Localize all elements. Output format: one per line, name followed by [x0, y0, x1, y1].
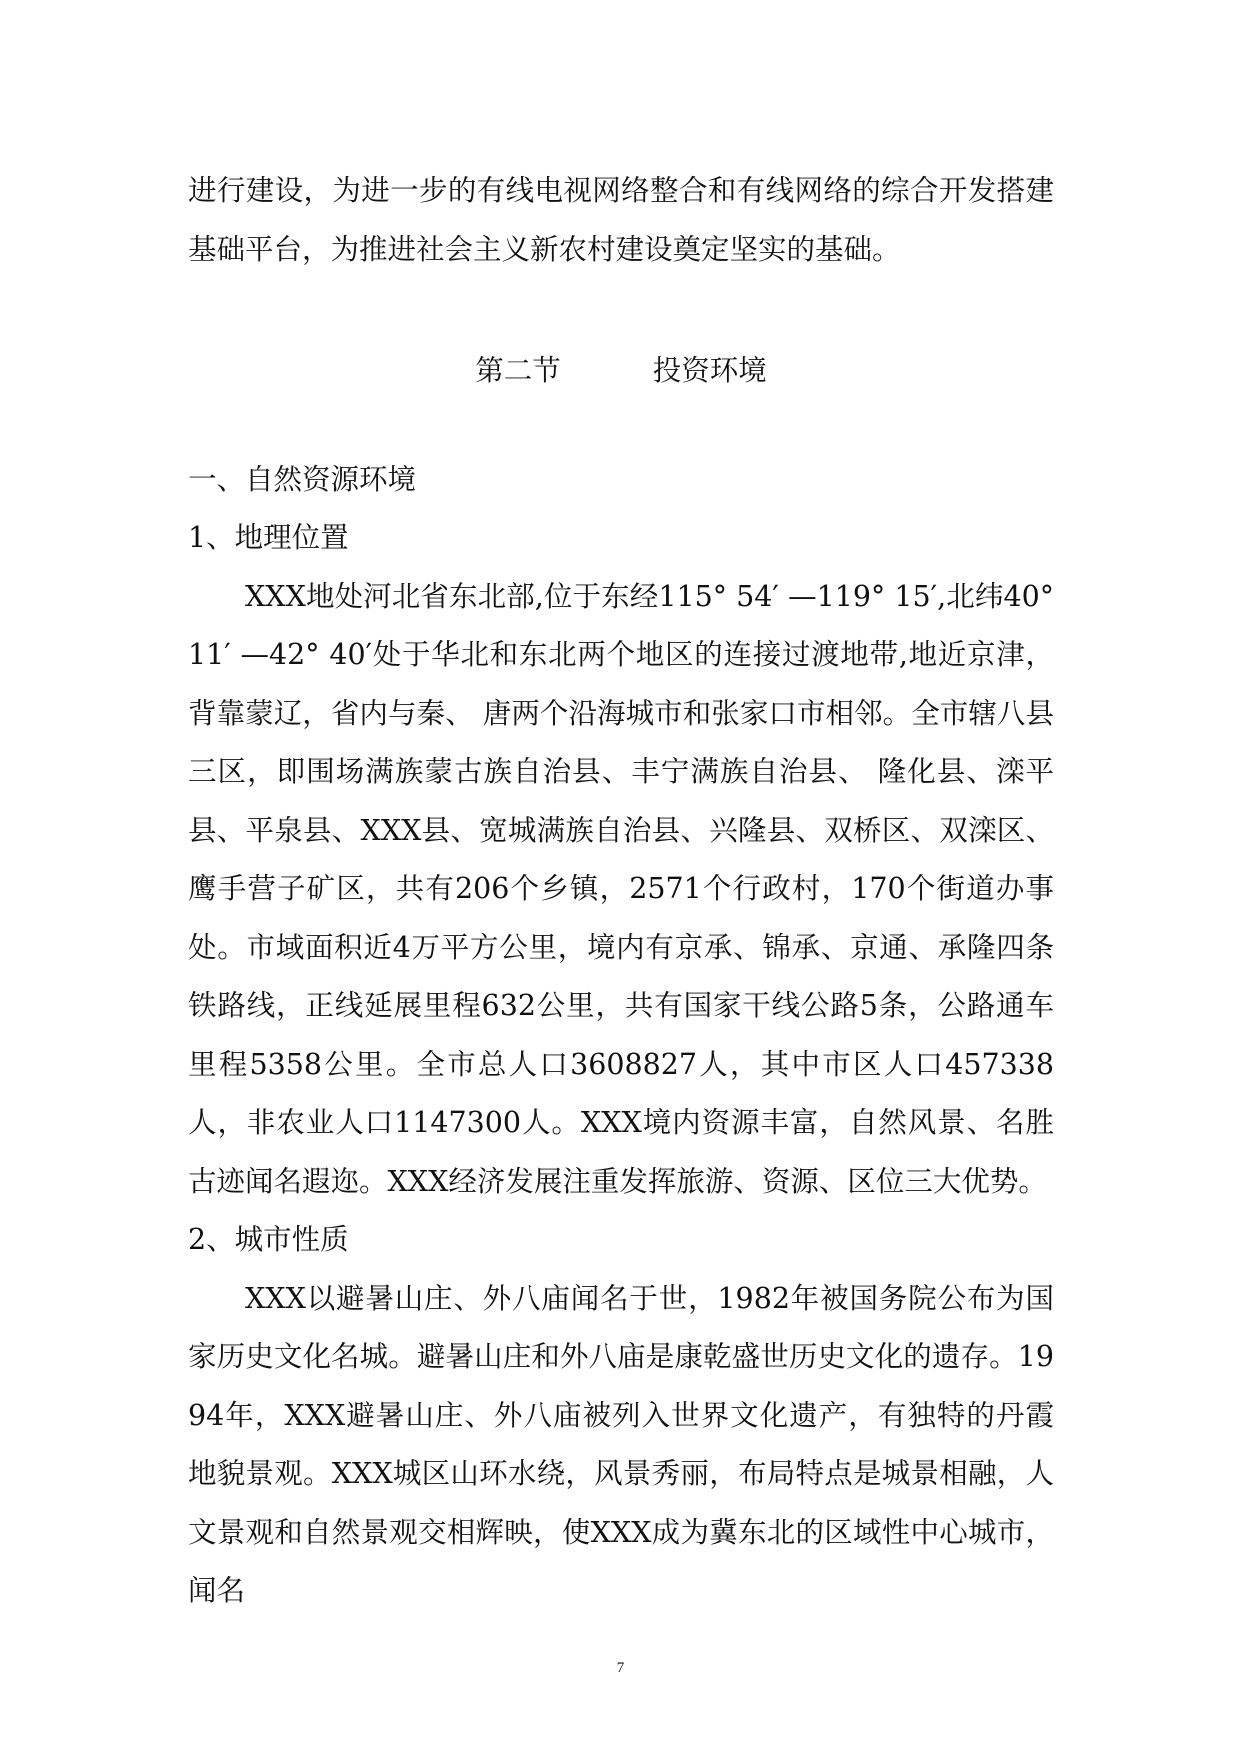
page-content	[188, 162, 1054, 1621]
subheading-geography: 1、地理位置	[188, 521, 349, 554]
section-title	[188, 342, 1054, 401]
subheading-city-nature: 2、城市性质	[188, 1223, 349, 1256]
paragraph-geography: XXX地处河北省东北部,位于东经115° 54′ —119° 15′,北纬40° 11′ —42° 40′处于华北和东北两个地区的连接过渡地带,地近京津，背靠蒙辽，省内与秦、 唐两个沿海城市和张家口市相邻。全市辖八县三区，即围场满族蒙古族自治县、丰宁满族自治县、 隆化县、滦平县、平泉县、XXX县、宽城满族自治县、兴隆县、双桥区、双滦区、 鹰手营子矿区，共有206个乡镇，2571个行政村，170个街道办事处。市域面积近4万平方公里，境内有京承、锦承、京通、承隆四条铁路线，正线延展里程632公里，共有国家干线公路5条，公路通车里程5358公里。全市总人口3608827人，其中市区人口457338人，非农业人口1147300人。XXX境内资源丰富，自然风景、名胜古迹闻名遐迩。XXX经济发展注重发挥旅游、资源、区位三大优势。	[188, 579, 1054, 1198]
page-number: 7	[616, 1660, 625, 1676]
section-number: 第二节	[475, 354, 561, 387]
paragraph-city-nature: XXX以避暑山庄、外八庙闻名于世，1982年被国务院公布为国家历史文化名城。避暑山庄和外八庙是康乾盛世历史文化的遗存。1994年，XXX避暑山庄、外八庙被列入世界文化遗产，有独特的丹霞地貌景观。XXX城区山环水绕，风景秀丽，布局特点是城景相融，人文景观和自然景观交相辉映，使XXX成为冀东北的区域性中心城市，闻名	[188, 1281, 1054, 1607]
section-name: 投资环境	[652, 354, 767, 387]
paragraph-continuation: 进行建设，为进一步的有线电视网络整合和有线网络的综合开发搭建基础平台，为推进社会主义新农村建设奠定坚实的基础。	[188, 174, 1054, 266]
heading-natural-resources: 一、自然资源环境	[188, 462, 417, 496]
